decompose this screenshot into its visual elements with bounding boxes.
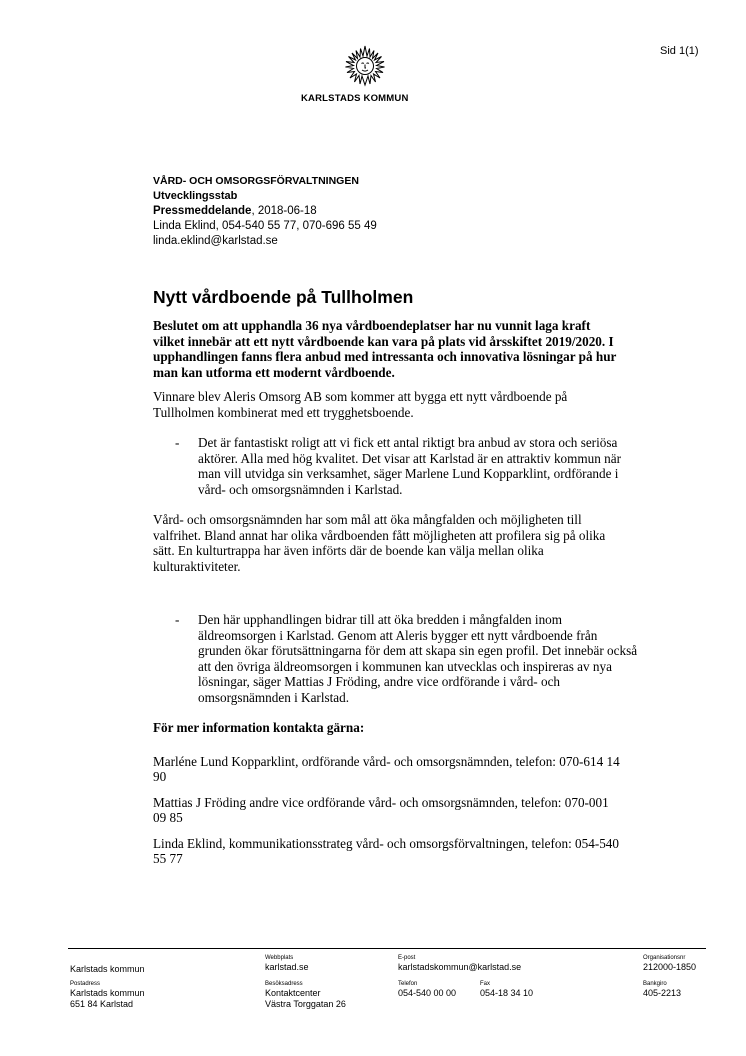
footer-postal-line: 651 84 Karlstad [70, 999, 134, 1009]
quote-item [175, 435, 623, 497]
page-title: Nytt vårdboende på Tullholmen [153, 287, 414, 307]
footer-divider [68, 948, 706, 949]
footer-fax: 054-18 34 10 [480, 988, 534, 998]
contact-item: Mattias J Fröding andre vice ordförande vård- och omsorgsnämnden, telefon: 070-001 09 85 [153, 794, 609, 825]
quote-item [175, 612, 638, 705]
doc-type-line [153, 204, 377, 219]
footer-label: Postadress [70, 981, 101, 987]
footer-postal-line: Karlstads kommun [70, 988, 145, 998]
bullet-dash: - [175, 612, 180, 627]
footer-orgnr: 212000-1850 [643, 962, 697, 972]
footer-website[interactable]: karlstad.se [265, 962, 309, 972]
unit: Utvecklingsstab [153, 190, 238, 202]
footer-label: Bankgiro [643, 981, 667, 987]
org-name: KARLSTADS KOMMUN [301, 93, 409, 104]
page-number: Sid 1(1) [660, 45, 699, 57]
footer-label: Webbplats [265, 955, 294, 961]
paragraph-goal: Vård- och omsorgsnämnden har som mål att öka mångfalden och möjligheten till valfrihet. Bland annat har olika vårdboenden fått möjligheten att profilera sig på olika sätt. En kulturtrappa har även införts där de boende kan välja mellan olika kulturaktiviteter. [153, 512, 606, 574]
footer-label: Fax [480, 981, 491, 987]
lead-paragraph: Beslutet om att upphandla 36 nya vårdboendeplatser har nu vunnit laga kraft vilket innebär att ett nytt vårdboende kan vara på plats vid årsskiftet 2019/2020. I upphandlingen fanns flera anbud med intressanta och innovativa lösningar på hur man kan utforma ett modernt vårdboende. [153, 318, 617, 380]
footer-visit-line: Västra Torggatan 26 [265, 999, 346, 1009]
contact-item: Linda Eklind, kommunikationsstrateg vård- och omsorgsförvaltningen, telefon: 054-540 55 77 [153, 835, 619, 866]
bullet-dash: - [175, 435, 180, 450]
article-body [153, 318, 638, 877]
doc-type: Pressmeddelande [153, 205, 252, 217]
footer-bankgiro: 405-2213 [643, 988, 682, 998]
department: VÅRD- OCH OMSORGSFÖRVALTNINGEN [153, 175, 359, 187]
footer-visit-line: Kontaktcenter [265, 988, 321, 998]
quote-text: Det är fantastiskt roligt att vi fick ett antal riktigt bra anbud av stora och seriösa aktörer. Alla med hög kvalitet. Det visar att Karlstad är en attraktiv kommun när man vill utvidga sin verksamhet, säger Marlene Lund Kopparklint, ordförande i vård- och omsorgsnämnden i Karlstad. [198, 435, 621, 497]
footer-label: Besöksadress [265, 981, 303, 987]
sender-block [153, 174, 377, 249]
contact-item: Marléne Lund Kopparklint, ordförande vård- och omsorgsnämnden, telefon: 070-614 14 90 [153, 753, 620, 784]
doc-date: , 2018-06-18 [251, 205, 317, 217]
sun-icon [343, 44, 387, 88]
paragraph-winner: Vinnare blev Aleris Omsorg AB som kommer att bygga ett nytt vårdboende på Tullholmen kombinerat med ett trygghetsboende. [153, 389, 568, 420]
footer-email[interactable]: karlstadskommun@karlstad.se [398, 962, 522, 972]
footer-label: Telefon [398, 981, 418, 987]
footer-label: Organisationsnr [643, 955, 686, 961]
footer-phone: 054-540 00 00 [398, 988, 457, 998]
contact-heading: För mer information kontakta gärna: [153, 720, 365, 735]
footer-name: Karlstads kommun [70, 964, 145, 974]
email[interactable]: linda.eklind@karlstad.se [153, 235, 278, 247]
contact-line: Linda Eklind, 054-540 55 77, 070-696 55 49 [153, 220, 377, 232]
footer-label: E-post [398, 955, 416, 961]
quote-text: Den här upphandlingen bidrar till att öka bredden i mångfalden inom äldreomsorgen i Karlstad. Genom att Aleris bygger ett nytt vårdboende från grunden ökar förutsättningarna för dem att skapa sin egen profil. Det innebär också att den övriga äldreomsorgen i kommunen kan utvecklas och inspireras av nya lösningar, säger Mattias J Fröding, andre vice ordförande i vård- och omsorgsnämnden i Karlstad. [198, 612, 638, 705]
